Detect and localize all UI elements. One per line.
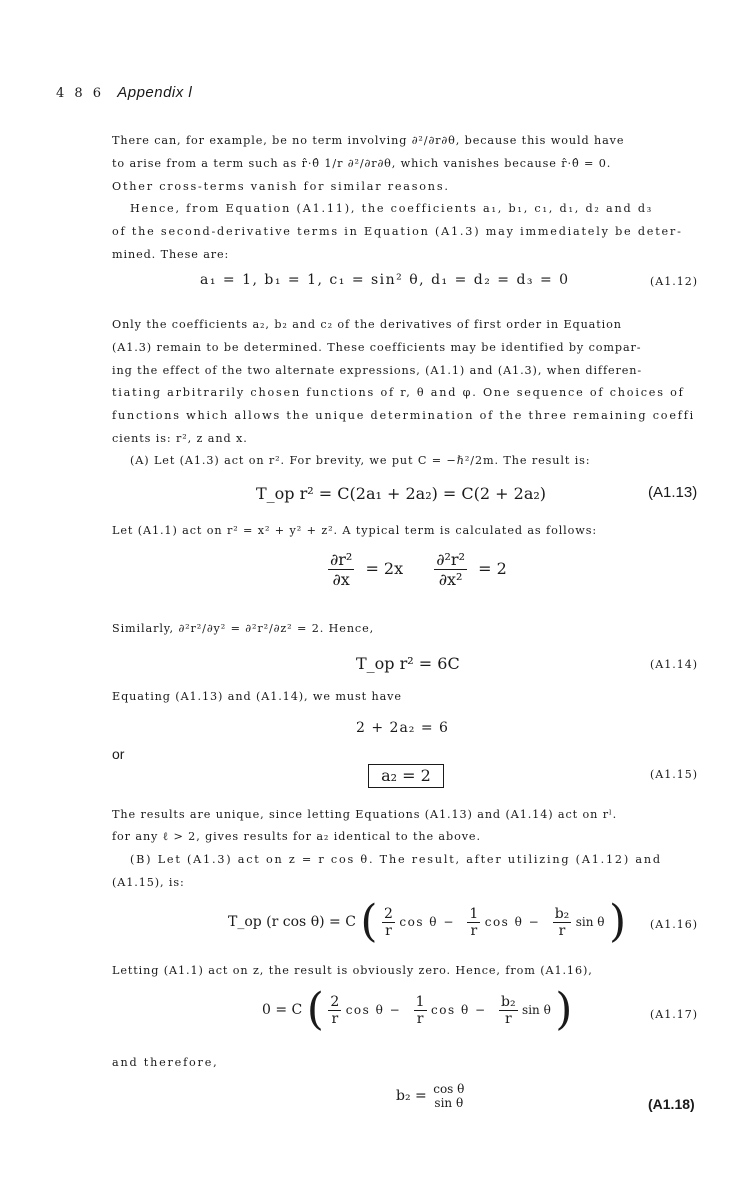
term: cos θ − [345, 1003, 402, 1017]
term: sin θ [522, 1003, 551, 1017]
text-line: (B) Let (A1.3) act on z = r cos θ. The result, after utilizing (A1.12) and [130, 853, 662, 866]
fraction [434, 550, 467, 589]
text-line: Letting (A1.1) act on z, the result is obviously zero. Hence, from (A1.16), [112, 964, 593, 977]
equation-a1-13: T_op r² = C(2a₁ + 2a₂) = C(2 + 2a₂) [256, 484, 547, 503]
text-line: functions which allows the unique determination of the three remaining coeffi [112, 409, 696, 422]
text-line: mined. These are: [112, 248, 230, 261]
equation-a1-15: a₂ = 2 [368, 764, 444, 788]
fraction [382, 906, 395, 939]
text-line: Hence, from Equation (A1.11), the coefficients a₁, b₁, c₁, d₁, d₂ and d₃ [130, 202, 654, 215]
text-or: or [112, 746, 125, 762]
term: cos θ − [399, 915, 455, 929]
numerator: ∂r² [330, 550, 353, 569]
text-line: Let (A1.1) act on r² = x² + y² + z². A typical term is calculated as follows: [112, 524, 598, 537]
expression: = 2 [478, 559, 507, 578]
denominator: r [385, 922, 392, 939]
denominator: r [558, 922, 566, 939]
expression: = 2x [365, 559, 404, 578]
chapter-title: Appendix l [117, 84, 193, 101]
text-line: Similarly, ∂²r²/∂y² = ∂²r²/∂z² = 2. Hence, [112, 622, 375, 635]
denominator: r [416, 1010, 424, 1027]
equation-a1-16 [228, 896, 627, 947]
text-line: Only the coefficients a₂, b₂ and c₂ of the derivatives of first order in Equation [112, 318, 622, 331]
denominator: r [331, 1010, 339, 1027]
equation-label: (A1.13) [648, 484, 698, 501]
text-line: ing the effect of the two alternate expressions, (A1.1) and (A1.3), when differen- [112, 364, 643, 377]
text-line: (A1.15), is: [112, 876, 185, 889]
equation-label: (A1.17) [650, 1008, 699, 1021]
fraction [414, 994, 427, 1027]
equation-label: (A1.15) [650, 768, 699, 781]
fraction [499, 994, 518, 1027]
text-line: Equating (A1.13) and (A1.14), we must have [112, 690, 402, 703]
fraction [328, 994, 341, 1027]
equation-intermediate: 2 + 2a₂ = 6 [356, 720, 449, 736]
equation-label: (A1.18) [648, 1096, 695, 1112]
numerator: cos θ [433, 1082, 465, 1096]
text-line: tiating arbitrarily chosen functions of r, θ and φ. One sequence of choices of [112, 386, 685, 399]
numerator: b₂ [554, 905, 570, 922]
text-line: of the second-derivative terms in Equation (A1.3) may immediately be deter- [112, 225, 683, 238]
term: sin θ [575, 915, 605, 929]
term: cos θ − [431, 1003, 487, 1017]
fraction [328, 550, 354, 589]
equation-a1-14: T_op r² = 6C [356, 654, 460, 673]
term: cos θ − [484, 915, 541, 929]
text-line: There can, for example, be no term involving ∂²/∂r∂θ, because this would have [112, 134, 625, 147]
equation-a1-12: a₁ = 1, b₁ = 1, c₁ = sin² θ, d₁ = d₂ = d₃ = 0 [200, 272, 570, 288]
denominator: r [504, 1010, 512, 1027]
denominator: sin θ [434, 1096, 464, 1110]
numerator: 1 [469, 905, 479, 922]
denominator: ∂x² [438, 570, 463, 589]
equation-lhs: b₂ = [396, 1088, 427, 1104]
text-line: The results are unique, since letting Equations (A1.13) and (A1.14) act on rˡ. [112, 808, 618, 821]
equation-label: (A1.16) [650, 918, 699, 931]
right-paren: ) [608, 896, 627, 947]
left-paren: ( [306, 984, 324, 1035]
equation-a1-18 [396, 1082, 466, 1110]
fraction [553, 906, 572, 939]
right-paren: ) [555, 984, 573, 1035]
equation-label: (A1.12) [650, 275, 699, 288]
equation-label: (A1.14) [650, 658, 699, 671]
page-header [56, 84, 192, 101]
equation-a1-17 [262, 984, 573, 1035]
text-line: (A1.3) remain to be determined. These coefficients may be identified by compar- [112, 341, 642, 354]
text-line: cients is: r², z and x. [112, 432, 248, 445]
numerator: 2 [330, 993, 340, 1010]
equation-typical-term [328, 550, 507, 589]
fraction [467, 906, 480, 939]
numerator: ∂²r² [436, 550, 465, 569]
page-number: 4 8 6 [56, 86, 105, 101]
equation-lhs: T_op (r cos θ) = C [228, 914, 356, 930]
text-line: to arise from a term such as r̂·θ̂ 1/r ∂²/∂r∂θ, which vanishes because r̂·θ̂ = 0. [112, 157, 612, 170]
denominator: ∂x [332, 570, 350, 589]
numerator: b₂ [501, 993, 516, 1010]
denominator: r [470, 922, 478, 939]
left-paren: ( [360, 896, 378, 947]
equation-lhs: 0 = C [262, 1002, 303, 1018]
text-line: for any ℓ > 2, gives results for a₂ identical to the above. [112, 830, 481, 843]
numerator: 1 [415, 993, 425, 1010]
text-line: Other cross-terms vanish for similar reasons. [112, 180, 450, 193]
fraction [431, 1082, 466, 1110]
text-line: (A) Let (A1.3) act on r². For brevity, we put C = −ℏ²/2m. The result is: [130, 454, 591, 467]
text-line: and therefore, [112, 1056, 219, 1069]
numerator: 2 [384, 905, 393, 922]
